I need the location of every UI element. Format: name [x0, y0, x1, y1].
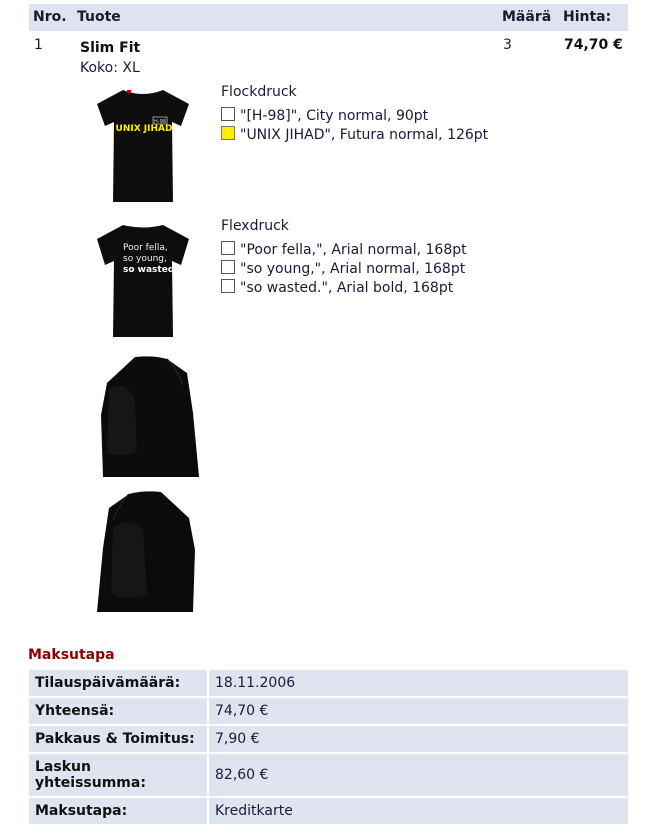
shirt-back-line2: so young,: [123, 254, 167, 264]
order-item-price: 74,70 €: [564, 37, 623, 53]
invoice-total-value: 82,60 €: [209, 754, 628, 796]
column-header-price: Hinta:: [563, 9, 612, 25]
shipping-label: Pakkaus & Toimitus:: [29, 726, 209, 752]
table-row: [29, 670, 628, 696]
back-print-option[interactable]: [221, 279, 453, 297]
front-print-option[interactable]: [221, 107, 428, 125]
option-label: "so wasted.", Arial bold, 168pt: [240, 280, 454, 296]
back-print-option[interactable]: [221, 260, 465, 278]
shirt-label-icon: [127, 90, 131, 93]
front-print-title: Flockdruck: [221, 84, 297, 100]
order-date-value: 18.11.2006: [209, 670, 628, 696]
table-row: [29, 754, 628, 796]
table-row: [29, 798, 628, 824]
shirt-print-text: UNIX JIHAD: [115, 124, 173, 134]
option-checkbox[interactable]: [221, 126, 235, 140]
order-item-number: 1: [34, 37, 43, 53]
shirt-side-image: [95, 490, 201, 614]
option-label: "Poor fella,", Arial normal, 168pt: [240, 242, 467, 258]
option-checkbox[interactable]: [221, 107, 235, 121]
shirt-side-image: [95, 355, 201, 479]
option-label: "[H-98]", City normal, 90pt: [240, 108, 429, 124]
order-date-label: Tilauspäivämäärä:: [29, 670, 209, 696]
shirt-front-image: [93, 86, 193, 204]
front-print-option[interactable]: [221, 126, 488, 144]
product-size: Koko: XL: [80, 60, 140, 76]
back-print-title: Flexdruck: [221, 218, 289, 234]
shipping-value: 7,90 €: [209, 726, 628, 752]
order-item-quantity: 3: [503, 37, 512, 53]
option-checkbox[interactable]: [221, 260, 235, 274]
subtotal-value: 74,70 €: [209, 698, 628, 724]
option-checkbox[interactable]: [221, 241, 235, 255]
option-label: "so young,", Arial normal, 168pt: [240, 261, 466, 277]
product-name: Slim Fit: [80, 40, 141, 56]
payment-method-value: Kreditkarte: [209, 798, 628, 824]
option-label: "UNIX JIHAD", Futura normal, 126pt: [240, 127, 489, 143]
column-header-quantity: Määrä: [502, 9, 552, 25]
payment-summary-table: [29, 668, 628, 826]
column-header-product: Tuote: [77, 9, 121, 25]
back-print-option[interactable]: [221, 241, 467, 259]
shirt-back-image: [93, 221, 193, 339]
table-row: [29, 698, 628, 724]
payment-section-title: Maksutapa: [28, 647, 115, 663]
invoice-total-label: Laskun yhteissumma:: [29, 754, 209, 796]
subtotal-label: Yhteensä:: [29, 698, 209, 724]
option-checkbox[interactable]: [221, 279, 235, 293]
shirt-back-line1: Poor fella,: [123, 243, 168, 253]
payment-method-label: Maksutapa:: [29, 798, 209, 824]
column-header-nro: Nro.: [33, 9, 67, 25]
table-row: [29, 726, 628, 752]
shirt-back-line3: so wasted.: [123, 265, 178, 275]
shirt-tag-text: H-98: [154, 119, 166, 125]
